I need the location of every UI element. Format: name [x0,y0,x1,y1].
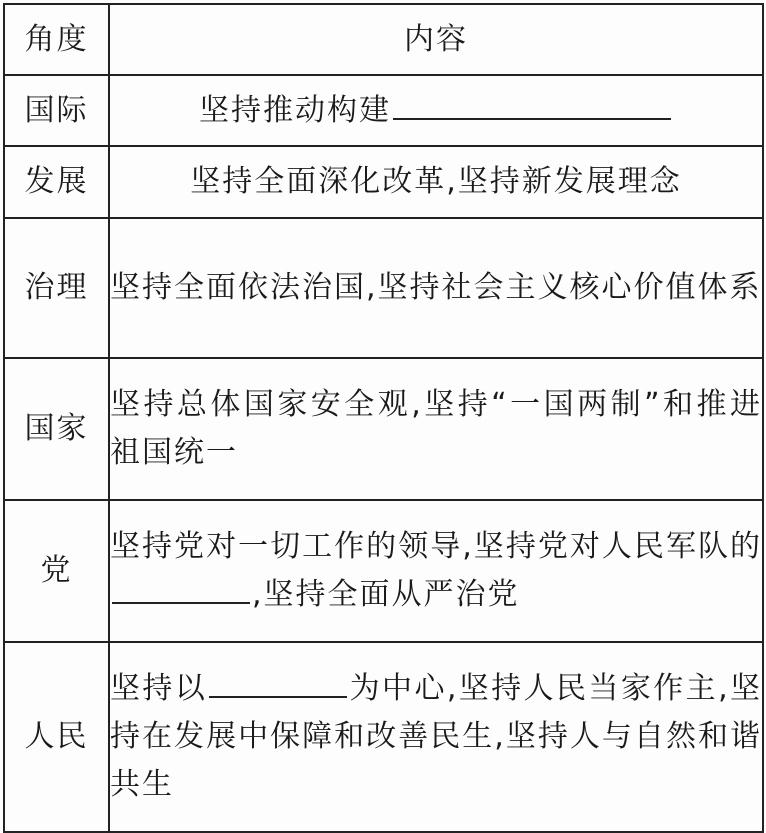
header-content: 内容 [109,4,763,75]
header-angle: 角度 [4,4,109,75]
row-content-text: 坚持以 [110,671,208,706]
row-angle: 党 [4,500,109,642]
fill-in-blank[interactable] [112,572,250,604]
row-angle: 治理 [4,218,109,358]
table-row-people [4,642,763,832]
table-row-nation [4,358,763,500]
row-angle: 国际 [4,75,109,146]
row-content-text-after: 为中心,坚持人民当家作主,坚持在发展中保障和改善民生,坚持人与自然和谐共生 [110,671,763,802]
table-header-row [4,4,763,75]
row-content [109,500,763,642]
content-table [3,3,764,833]
row-angle: 人民 [4,642,109,832]
row-content [109,642,763,832]
row-content-text: 坚持党对一切工作的领导,坚持党对人民军队的 [110,529,762,564]
table-row-governance [4,218,763,358]
row-angle: 国家 [4,358,109,500]
row-content-text: 坚持推动构建 [199,92,391,128]
table-row-international [4,75,763,146]
table-row-party [4,500,763,642]
fill-in-blank[interactable] [393,88,671,120]
fill-in-blank[interactable] [209,666,347,698]
row-content: 坚持全面依法治国,坚持社会主义核心价值体系 [109,218,763,358]
row-content [109,75,763,146]
row-angle: 发展 [4,146,109,218]
table-row-development [4,146,763,218]
row-content: 坚持总体国家安全观,坚持“一国两制”和推进祖国统一 [109,358,763,500]
row-content: 坚持全面深化改革,坚持新发展理念 [109,146,763,218]
row-content-text-after: ,坚持全面从严治党 [252,577,520,612]
